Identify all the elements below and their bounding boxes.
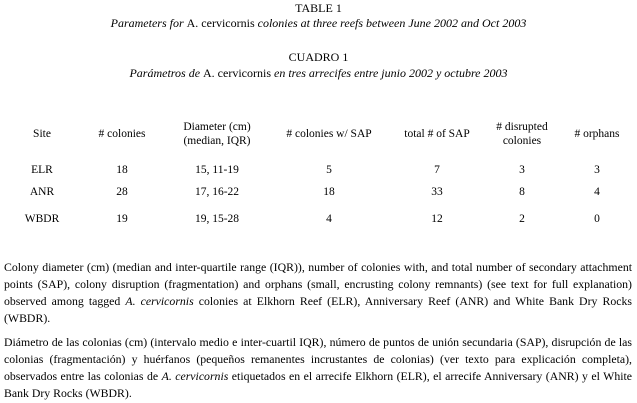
footnote-en-pre: Colony diameter (cm) (median and inter-quartile range (IQR)), number of colonies with, and total number of secondary attachment points (SAP), colony disruption (fragmentation) and orphans (small, encrusting colony remnants) (see text for full explanation) observed among tagged	[4, 260, 632, 308]
cuadro-caption-pre: Parámetros de	[129, 66, 204, 80]
cell-disrupted: 3	[519, 163, 525, 176]
header-diameter-line2: (median, IQR)	[183, 135, 251, 147]
cuadro-caption-post: en tres arrecifes entre junio 2002 y octubre 2003	[271, 66, 508, 80]
table-caption-post: colonies at three reefs between June 2002 and Oct 2003	[254, 16, 527, 30]
cell-diameter: 19, 15-28	[194, 212, 240, 225]
table-caption-species: A. cervicornis	[186, 16, 255, 30]
header-disrupted-line1: # disrupted	[496, 121, 548, 134]
header-total-sap: total # of SAP	[404, 128, 470, 141]
cell-site: WBDR	[24, 212, 60, 225]
header-site: Site	[33, 128, 51, 141]
cell-disrupted: 8	[519, 185, 525, 198]
footnote-es-species: A. cervicornis	[161, 369, 229, 383]
cell-disrupted: 2	[519, 212, 525, 225]
cuadro-label: CUADRO 1	[288, 50, 349, 64]
cell-total-sap: 33	[431, 185, 443, 198]
cell-diameter: 15, 11-19	[195, 163, 239, 176]
footnote-english	[4, 259, 632, 327]
header-diameter	[168, 118, 266, 152]
cell-diameter: 17, 16-22	[194, 185, 240, 198]
table-caption	[0, 16, 637, 30]
cell-colonies: 18	[116, 163, 128, 176]
header-disrupted	[482, 118, 562, 152]
footnote-en-species: A. cervicornis	[125, 294, 194, 308]
footnote-spanish	[4, 334, 632, 402]
header-orphans: # orphans	[574, 128, 620, 141]
table-row	[8, 179, 632, 206]
cuadro-caption	[0, 66, 637, 80]
header-colonies: # colonies	[98, 128, 146, 141]
table-label: TABLE 1	[295, 1, 342, 15]
cuadro-caption-species: A. cervicornis	[203, 66, 271, 80]
cell-colonies-sap: 18	[323, 185, 335, 198]
table-caption-pre: Parameters for	[110, 16, 187, 30]
cell-orphans: 3	[594, 163, 600, 176]
table-row	[8, 206, 632, 233]
cell-site: ELR	[31, 163, 53, 176]
parameters-table	[8, 118, 632, 233]
header-disrupted-line2: colonies	[502, 135, 542, 147]
footnote-es-post: etiquetados en el arrecife Elkhorn (ELR), el arrecife Anniversary (ANR) y el White Bank Dry Rocks (WBDR).	[4, 369, 633, 400]
header-colonies-sap: # colonies w/ SAP	[286, 128, 372, 141]
cell-site: ANR	[29, 185, 55, 198]
table-header-row	[8, 118, 632, 152]
cell-colonies: 19	[116, 212, 128, 225]
footnote-es-pre: Diámetro de las colonias (cm) (intervalo medio e inter-cuartil IQR), número de puntos de unión secundaria (SAP), disrupción de las colonias (fragmentación) y huérfanos (pequeños remanentes incrustantes de colonias) (ver texto para explicación completa), observados entre las colonias de	[4, 335, 632, 383]
cell-total-sap: 7	[434, 163, 440, 176]
table-row	[8, 152, 632, 179]
footnote-en-post: colonies at Elkhorn Reef (ELR), Anniversary Reef (ANR) and White Bank Dry Rocks (WBDR).	[4, 294, 632, 325]
cell-orphans: 4	[594, 185, 600, 198]
cell-orphans: 0	[594, 212, 600, 225]
cell-colonies-sap: 5	[326, 163, 332, 176]
cell-colonies-sap: 4	[326, 212, 332, 225]
cell-colonies: 28	[116, 185, 128, 198]
cell-total-sap: 12	[431, 212, 443, 225]
header-diameter-line1: Diameter (cm)	[183, 121, 251, 134]
